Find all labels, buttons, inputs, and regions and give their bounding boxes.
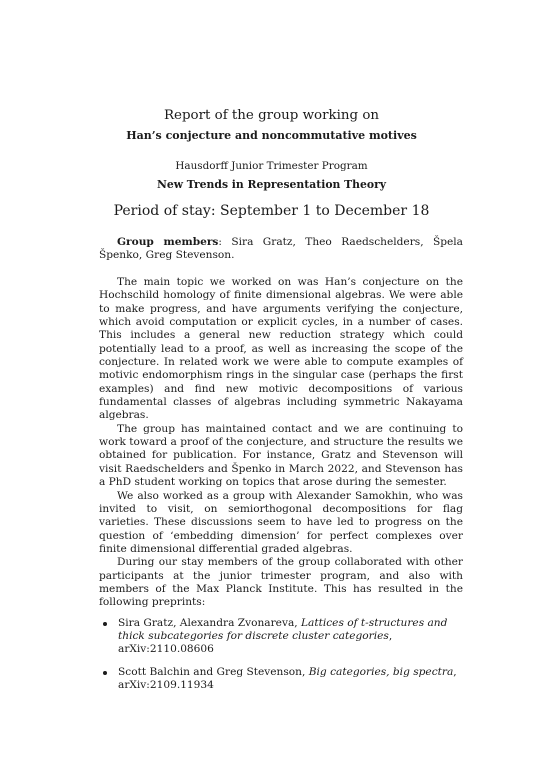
program-label: Hausdorff Junior Trimester Program — [175, 160, 368, 172]
paragraph: During our stay members of the group collaborated with other participants at the junior trimester program, and also with members of the Max Planck Institute. This has resulted in the following preprints: — [99, 556, 463, 609]
preprint-arxiv: , arXiv:2109.11934 — [118, 665, 457, 691]
preprint-authors: Scott Balchin and Greg Stevenson, — [118, 665, 309, 678]
preprint-item — [99, 666, 463, 693]
paragraph: We also worked as a group with Alexander Samokhin, who was invited to visit, on semiorthogonal decompositions for flag varieties. These discussions seem to have led to progress on the question of ‘embedding dimension’ for perfect complexes over finite dimensional differential graded algebras. — [99, 489, 463, 555]
report-body — [99, 276, 463, 701]
preprint-arxiv: , arXiv:2110.08606 — [118, 629, 393, 656]
program-name: New Trends in Representation Theory — [156, 178, 387, 191]
group-members-names: : Sira Gratz, Theo Raedschelders, Špela Špenko, Greg Stevenson. — [99, 236, 463, 262]
report-topic: Han’s conjecture and noncommutative motives — [126, 129, 417, 142]
bullet-icon — [103, 622, 107, 626]
group-members-label: Group members — [117, 236, 219, 248]
preprint-authors: Sira Gratz, Alexandra Zvonareva, — [118, 616, 301, 629]
report-title: Report of the group working on — [163, 108, 380, 123]
paragraph: The group has maintained contact and we are continuing to work toward a proof of the conjecture, and structure the results we obtained for publication. For instance, Gratz and Stevenson will visit Raedschelders and Špenko in March 2022, and Stevenson has a PhD student working on topics that arose during the semester. — [99, 422, 463, 489]
paragraph: The main topic we worked on was Han’s conjecture on the Hochschild homology of finite dimensional algebras. We were able to make progress, and have arguments verifying the conjecture, which avoid computation or explicit cycles, in a number of cases. This includes a general new reduction strategy which could potentially lead to a proof, as well as increasing the scope of the conjecture. In related work we were able to compute examples of motivic endomorphism rings in the singular case (perhaps the first examples) and find new motivic decompositions of various fundamental classes of algebras including symmetric Nakayama algebras. — [99, 276, 463, 422]
preprint-item — [99, 617, 463, 657]
bullet-icon — [103, 671, 107, 675]
preprint-title: Lattices of t-structures and thick subcategories for discrete cluster categories — [118, 616, 448, 642]
preprint-title: Big categories, big spectra — [308, 665, 454, 678]
preprint-list — [99, 617, 463, 693]
group-members — [99, 236, 463, 263]
period-of-stay: Period of stay: September 1 to December 18 — [113, 203, 430, 219]
